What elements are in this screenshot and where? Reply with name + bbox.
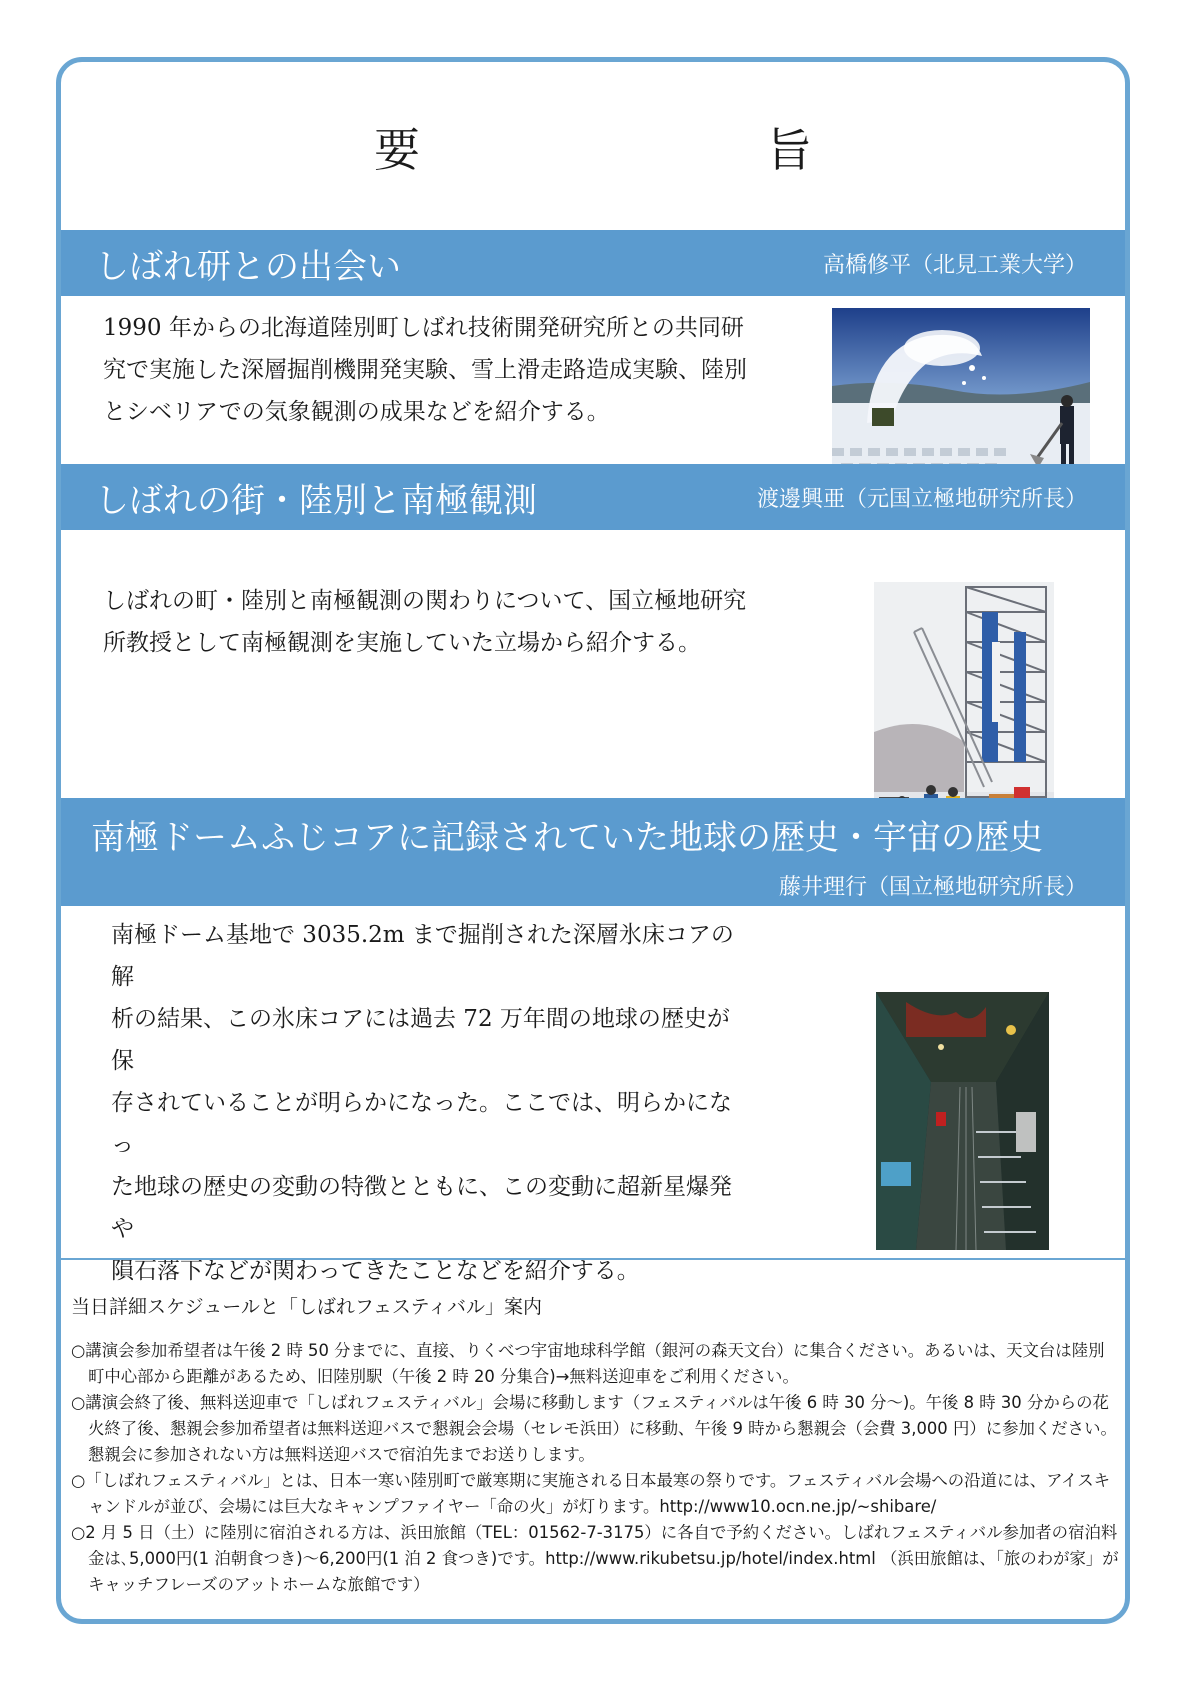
body-line: 析の結果、この氷床コアには過去 72 万年間の地球の歴史が保 — [111, 1006, 730, 1074]
section-title-1: しばれ研との出会い — [95, 247, 401, 287]
section-body-1 — [103, 307, 753, 433]
section-divider — [61, 1258, 1125, 1260]
section-header-2 — [61, 464, 1125, 530]
body-line: しばれの町・陸別と南極観測の関わりについて、国立極地研究 — [103, 588, 747, 614]
summary-frame — [56, 57, 1130, 1624]
body-line: 1990 年からの北海道陸別町しばれ技術開発研究所との共同研 — [103, 315, 744, 341]
snow-blower-photo — [832, 308, 1090, 483]
section-title-3: 南極ドームふじコアに記録されていた地球の歴史・宇宙の歴史 — [91, 818, 1043, 858]
info-heading: 当日詳細スケジュールと「しばれフェスティバル」案内 — [71, 1296, 543, 1318]
section-header-3 — [61, 798, 1125, 906]
list-item: ○2 月 5 日（土）に陸別に宿泊される方は、浜田旅館（TEL：01562-7-3175）に各自で予約ください。しばれフェスティバル参加者の宿泊料金は､5,000円(1 泊朝食つき)〜6,200円(1 泊 2 食つき)です。http://www.rikubetsu.jp/hotel/index.html （浜田旅館は、「旅のわが家」がキャッチフレーズのアットホームな旅館です） — [71, 1523, 1119, 1594]
body-line: 南極ドーム基地で 3035.2m まで掘削された深層氷床コアの解 — [111, 922, 734, 990]
section-header-1 — [61, 230, 1125, 296]
list-item: ○講演会終了後、無料送迎車で「しばれフェスティバル」会場に移動します（フェスティバルは午後 6 時 30 分〜)。午後 8 時 30 分からの花火終了後、懇親会参加希望者は無料送迎バスで懇親会会場（セレモ浜田）に移動、午後 9 時から懇親会（会費 3,000 円）に参加ください。懇親会に参加されない方は無料送迎バスで宿泊先までお送りします。 — [71, 1393, 1117, 1464]
section-body-3 — [111, 914, 751, 1292]
section-author-1: 高橋修平（北見工業大学） — [822, 253, 1087, 278]
ice-core-trench-photo — [876, 992, 1049, 1250]
section-author-2: 渡邊興亜（元国立極地研究所長） — [756, 487, 1087, 512]
body-line: た地球の歴史の変動の特徴とともに、この変動に超新星爆発や — [111, 1174, 732, 1242]
page-title: 要 旨 — [374, 123, 962, 177]
list-item: ○講演会参加希望者は午後 2 時 50 分までに、直接、りくべつ宇宙地球科学館（銀河の森天文台）に集合ください。あるいは、天文台は陸別町中心部から距離があるため、旧陸別駅（午後 2 時 20 分集合)→無料送迎車をご利用ください。 — [71, 1341, 1105, 1386]
body-line: 所教授として南極観測を実施していた立場から紹介する。 — [103, 630, 701, 656]
body-line: とシベリアでの気象観測の成果などを紹介する。 — [103, 399, 610, 425]
section-body-2 — [103, 580, 753, 664]
list-item: ○「しばれフェスティバル」とは、日本一寒い陸別町で厳寒期に実施される日本最寒の祭りです。フェスティバル会場への沿道には、アイスキャンドルが並び、会場には巨大なキャンプファイヤー「命の火」が灯ります。http://www10.ocn.ne.jp/~shibare/ — [71, 1471, 1111, 1516]
section-title-2: しばれの街・陸別と南極観測 — [95, 481, 537, 521]
body-line: 存されていることが明らかになった。ここでは、明らかになっ — [111, 1090, 732, 1158]
section-author-3: 藤井理行（国立極地研究所長） — [778, 875, 1087, 900]
body-line: 隕石落下などが関わってきたことなどを紹介する。 — [111, 1258, 640, 1284]
body-line: 究で実施した深層掘削機開発実験、雪上滑走路造成実験、陸別 — [103, 357, 747, 383]
info-list — [71, 1338, 1119, 1598]
